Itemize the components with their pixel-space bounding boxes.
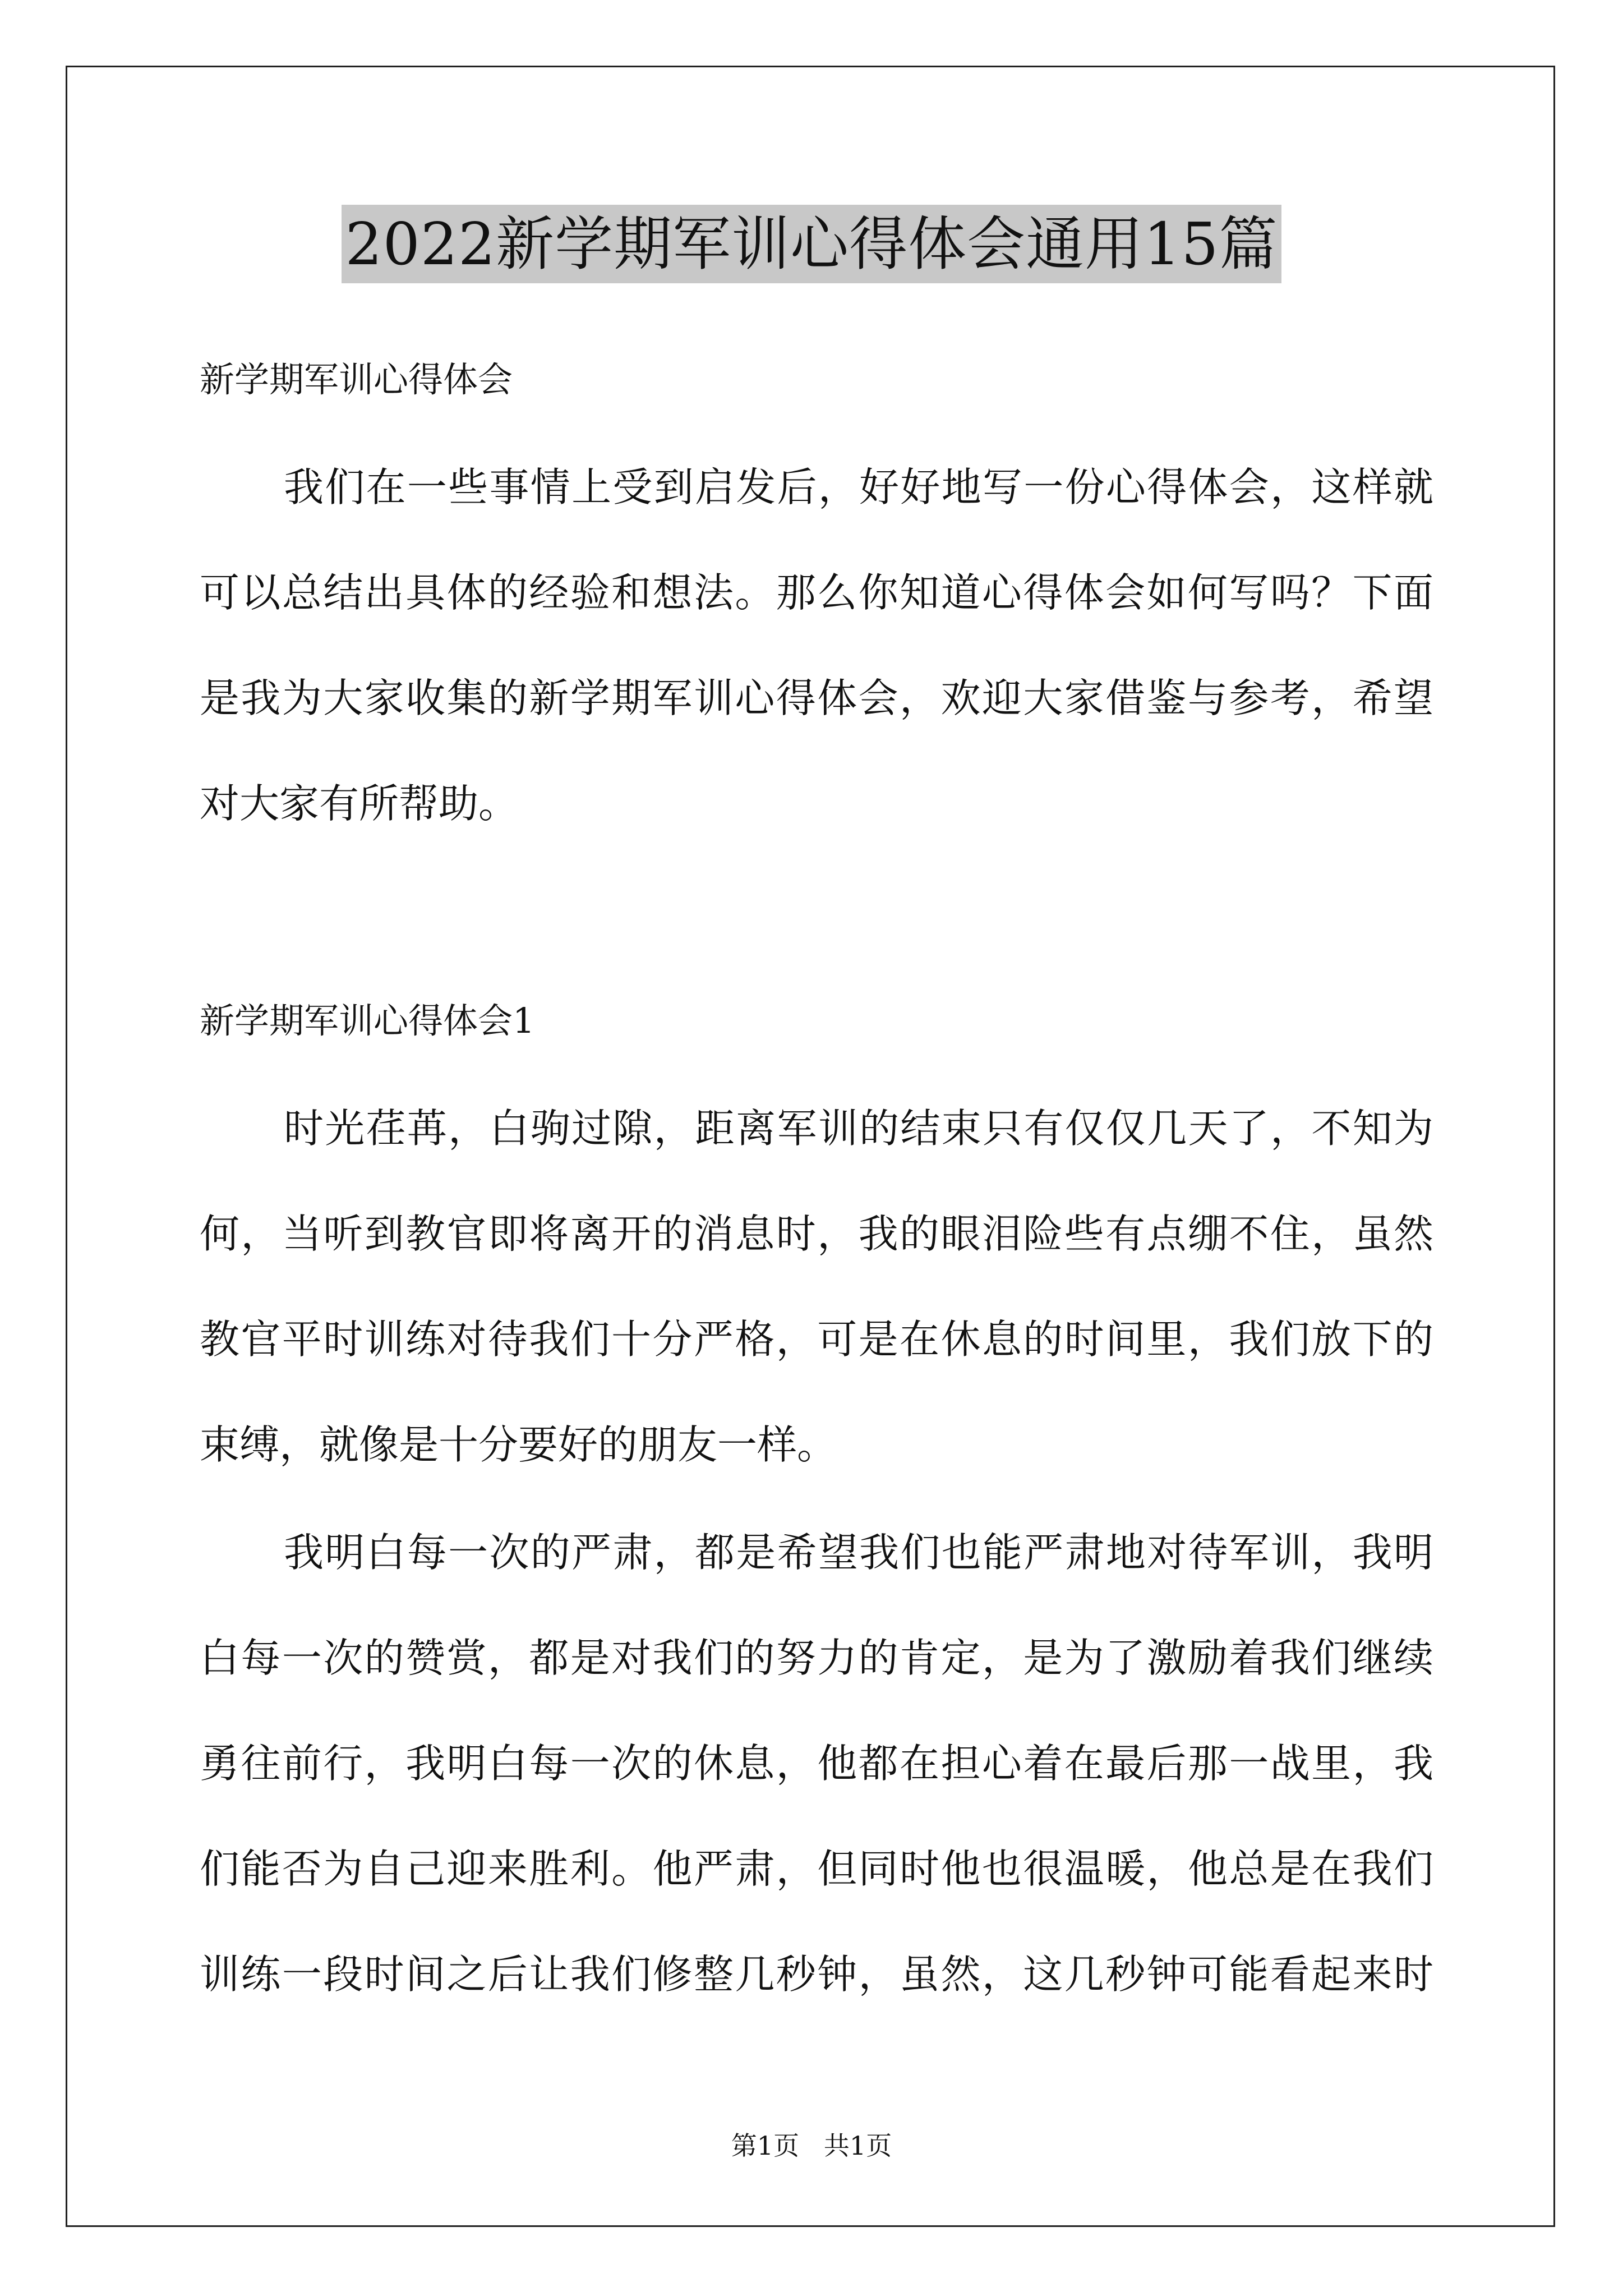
section-1-paragraph-1 [200,1076,1433,1498]
paragraph-line: 时光荏苒，白驹过隙，距离军训的结束只有仅仅几天了，不知为 [284,1105,1433,1152]
intro-heading: 新学期军训心得体会 [200,359,513,400]
paragraph-line: 对大家有所帮助。 [200,780,519,827]
intro-paragraph [200,435,1433,857]
paragraph-line: 勇往前行，我明白每一次的休息，他都在担心着在最后那一战里，我 [200,1740,1433,1787]
document-title-text: 2022新学期军训心得体会通用15篇 [342,205,1281,283]
paragraph-line: 教官平时训练对待我们十分严格，可是在休息的时间里，我们放下的 [200,1316,1433,1363]
paragraph-line: 我明白每一次的严肃，都是希望我们也能严肃地对待军训，我明 [284,1529,1433,1576]
page-footer: 第1页 共1页 [731,2131,892,2161]
paragraph-line: 们能否为自己迎来胜利。他严肃，但同时他也很温暖，他总是在我们 [200,1846,1433,1892]
section-1-heading: 新学期军训心得体会1 [200,1000,535,1041]
paragraph-line: 白每一次的赞赏，都是对我们的努力的肯定，是为了激励着我们继续 [200,1635,1433,1681]
section-1-paragraph-2 [200,1500,1433,2027]
document-title [0,205,1623,297]
paragraph-line: 是我为大家收集的新学期军训心得体会，欢迎大家借鉴与参考，希望 [200,675,1433,721]
paragraph-line: 束缚，就像是十分要好的朋友一样。 [200,1421,837,1468]
paragraph-line: 训练一段时间之后让我们修整几秒钟，虽然，这几秒钟可能看起来时 [200,1951,1433,1998]
paragraph-line: 我们在一些事情上受到启发后，好好地写一份心得体会，这样就 [284,464,1433,510]
paragraph-line: 可以总结出具体的经验和想法。那么你知道心得体会如何写吗？下面 [200,569,1433,616]
paragraph-line: 何，当听到教官即将离开的消息时，我的眼泪险些有点绷不住，虽然 [200,1211,1433,1257]
